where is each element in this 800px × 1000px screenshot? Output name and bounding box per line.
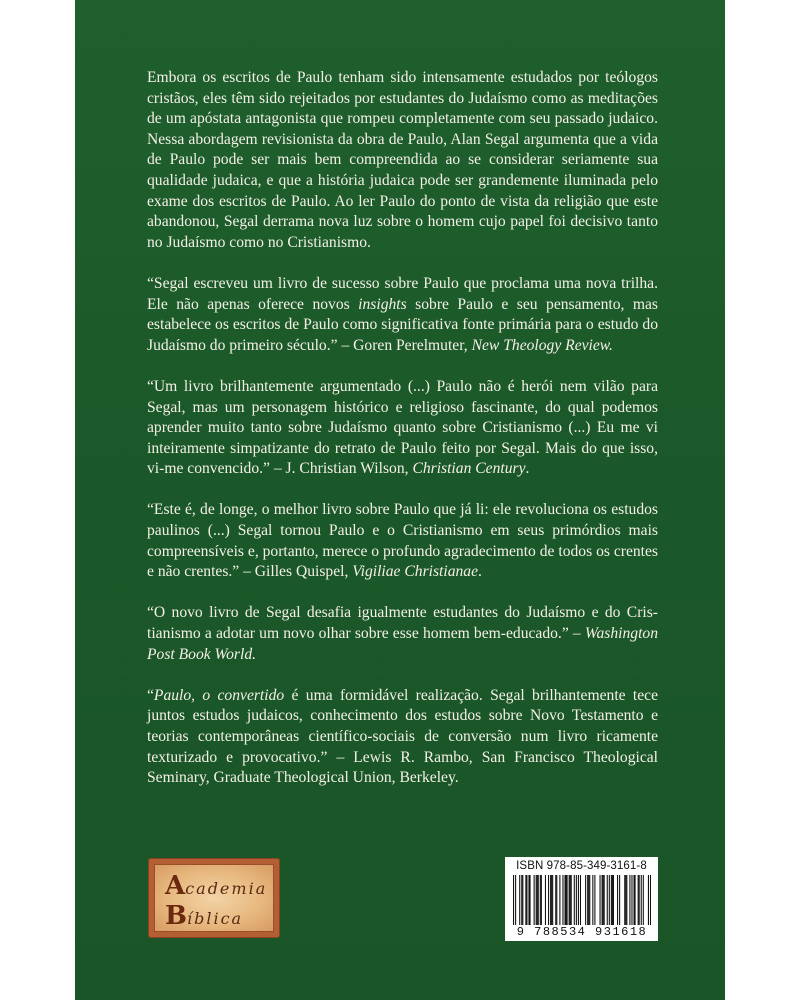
barcode-bar: [545, 875, 546, 925]
barcode-bar: [522, 875, 523, 925]
barcode-bar: [639, 875, 640, 925]
barcode-bar: [571, 875, 572, 925]
italic-run: Washington Post Book World.: [147, 625, 658, 663]
barcode-bar: [559, 875, 560, 925]
barcode-bar: [534, 875, 535, 925]
logo-line-1: Academia: [165, 871, 268, 901]
barcode-bar: [643, 875, 644, 925]
barcode-bar: [641, 875, 642, 925]
text-run: é uma formidável realização. Segal brilhantemente tece juntos estudos judaicos, conhecimento dos estudos sobre Novo Testamento e teorias contemporâneas científico-sociais de conversão num livro ricamente texturizado e provocativo.” – Lewis R. Rambo, San Francisco Theological Seminary, Graduate Theological Union, Berkeley.: [147, 686, 658, 787]
barcode-bar: [602, 875, 603, 925]
isbn-barcode: [505, 857, 658, 941]
barcode-bar: [515, 875, 516, 925]
barcode-bar: [551, 875, 552, 925]
text-run: Embora os escritos de Paulo tenham sido intensamente estudados por teólogos cristãos, eles têm sido rejeitados por estudantes do Judaísmo como as meditações de um apóstata antagonista que rompeu completamente com seu passado judaico. Nessa abordagem revisionista da obra de Paulo, Alan Segal argumenta que a vida de Paulo pode ser mais bem compreendida ao se considerar seriamente sua qualidade judaica, e que a história judaica pode ser grandemente iluminada pelo exame dos escritos de Paulo. Ao ler Paulo do ponto de vista da religião que este abandonou, Segal derrama nova luz sobre o homem cujo papel foi decisivo tanto no Judaísmo como no Cristianismo.: [147, 69, 658, 251]
barcode-bar: [631, 875, 632, 925]
barcode-bar: [611, 875, 612, 925]
text-run: “O novo livro de Segal desafia igualmente estudantes do Judaísmo e do Cristianismo a adotar um novo olhar sobre esse homem bem-educado.” –: [147, 604, 658, 643]
barcode-bar: [562, 875, 563, 925]
barcode-bar: [603, 875, 604, 925]
barcode-bar: [564, 875, 565, 925]
text-run: sobre Paulo e seu pensamento, mas estabelece os escritos de Paulo como significativa fonte primária para o estudo do Judaísmo do primeiro século.” – Goren Perelmuter,: [147, 295, 658, 354]
barcode-bar: [566, 875, 567, 925]
text-run: “Este é, de longe, o melhor livro sobre Paulo que já li: ele revoluciona os estudos paulinos (...) Segal tornou Paulo e o Cristianismo em seus primórdios mais compreensíveis e, portanto, merece o profundo agradecimento de todos os crentes e não crentes.” – Gilles Quispel,: [147, 501, 658, 581]
italic-run: New Theology Review.: [471, 336, 613, 354]
italic-run: insights: [358, 295, 407, 313]
barcode-bar: [650, 875, 651, 925]
barcode-bar: [541, 875, 542, 925]
isbn-label: ISBN 978-85-349-3161-8: [516, 860, 647, 872]
paragraph: [147, 377, 658, 480]
paragraph: [147, 603, 658, 665]
barcode-bar: [578, 875, 579, 925]
text-run: .: [525, 460, 530, 478]
barcode-bar: [585, 875, 586, 925]
barcode-bar: [594, 875, 595, 925]
barcode-bar: [537, 875, 538, 925]
logo-panel: [154, 864, 274, 932]
logo-line-2: Bíblica: [165, 901, 244, 931]
barcode-bar: [576, 875, 577, 925]
barcode-bar: [552, 875, 553, 925]
barcode-bar: [638, 875, 639, 925]
barcode-bar: [580, 875, 581, 925]
barcode-bar: [569, 875, 570, 925]
barcode-bar: [525, 875, 526, 925]
barcode-bar: [555, 875, 556, 925]
barcode-bar: [589, 875, 590, 925]
barcode-bar: [540, 875, 541, 925]
text-run: “Um livro brilhantemente argumentado (...) Paulo não é herói nem vilão para Segal, mas um personagem histórico e religioso fascinante, do qual podemos aprender muito tanto sobre Judaísmo quanto sobre Cristianismo (...) Eu me vi inteiramente simpatizante do retrato de Paulo feito por Segal. Mais do que isso, vi-me convencido.” – J. Christian Wilson,: [147, 377, 658, 478]
paragraph: [147, 500, 658, 582]
barcode-bar: [528, 875, 529, 925]
paragraph: [147, 68, 658, 253]
barcode-bar: [612, 875, 613, 925]
barcode-bar: [613, 875, 614, 925]
barcode-bar: [529, 875, 530, 925]
back-cover-text: [147, 68, 658, 809]
barcode-bar: [635, 875, 636, 925]
italic-run: Christian Century: [412, 460, 526, 478]
barcode-bar: [592, 875, 593, 925]
barcode-bar: [550, 875, 551, 925]
barcode-bar: [548, 875, 549, 925]
barcode-bar: [588, 875, 589, 925]
paragraph: [147, 274, 658, 356]
barcode-bar: [619, 875, 620, 925]
barcode-bar: [519, 875, 520, 925]
text-run: “: [147, 686, 154, 704]
barcode-bar: [574, 875, 575, 925]
academia-biblica-logo: [148, 858, 280, 938]
barcode-bar: [570, 875, 571, 925]
barcode-bar: [629, 875, 630, 925]
barcode-bar: [587, 875, 588, 925]
barcode-bar: [617, 875, 618, 925]
barcode-bar: [604, 875, 605, 925]
barcode-bars: [513, 875, 651, 925]
barcode-bar: [536, 875, 537, 925]
barcode-bar: [538, 875, 539, 925]
barcode-bar: [633, 875, 634, 925]
barcode-bar: [626, 875, 627, 925]
barcode-bar: [526, 875, 527, 925]
text-run: .: [478, 563, 482, 581]
barcode-bar: [600, 875, 601, 925]
barcode-bar: [513, 875, 514, 925]
barcode-bar: [607, 875, 608, 925]
barcode-bar: [556, 875, 557, 925]
italic-run: Paulo, o convertido: [153, 686, 285, 704]
barcode-bar: [521, 875, 522, 925]
italic-run: Vigiliae Christianae: [352, 563, 479, 581]
text-run: “Segal escreveu um livro de sucesso sobre Paulo que proclama uma nova trilha. Ele não apenas oferece novos: [147, 274, 658, 313]
barcode-bar: [624, 875, 625, 925]
barcode-bar: [648, 875, 649, 925]
barcode-bar: [609, 875, 610, 925]
barcode-bar: [625, 875, 626, 925]
barcode-bar: [567, 875, 568, 925]
isbn-digits: 9 788534 931618: [516, 925, 648, 939]
paragraph: [147, 686, 658, 789]
